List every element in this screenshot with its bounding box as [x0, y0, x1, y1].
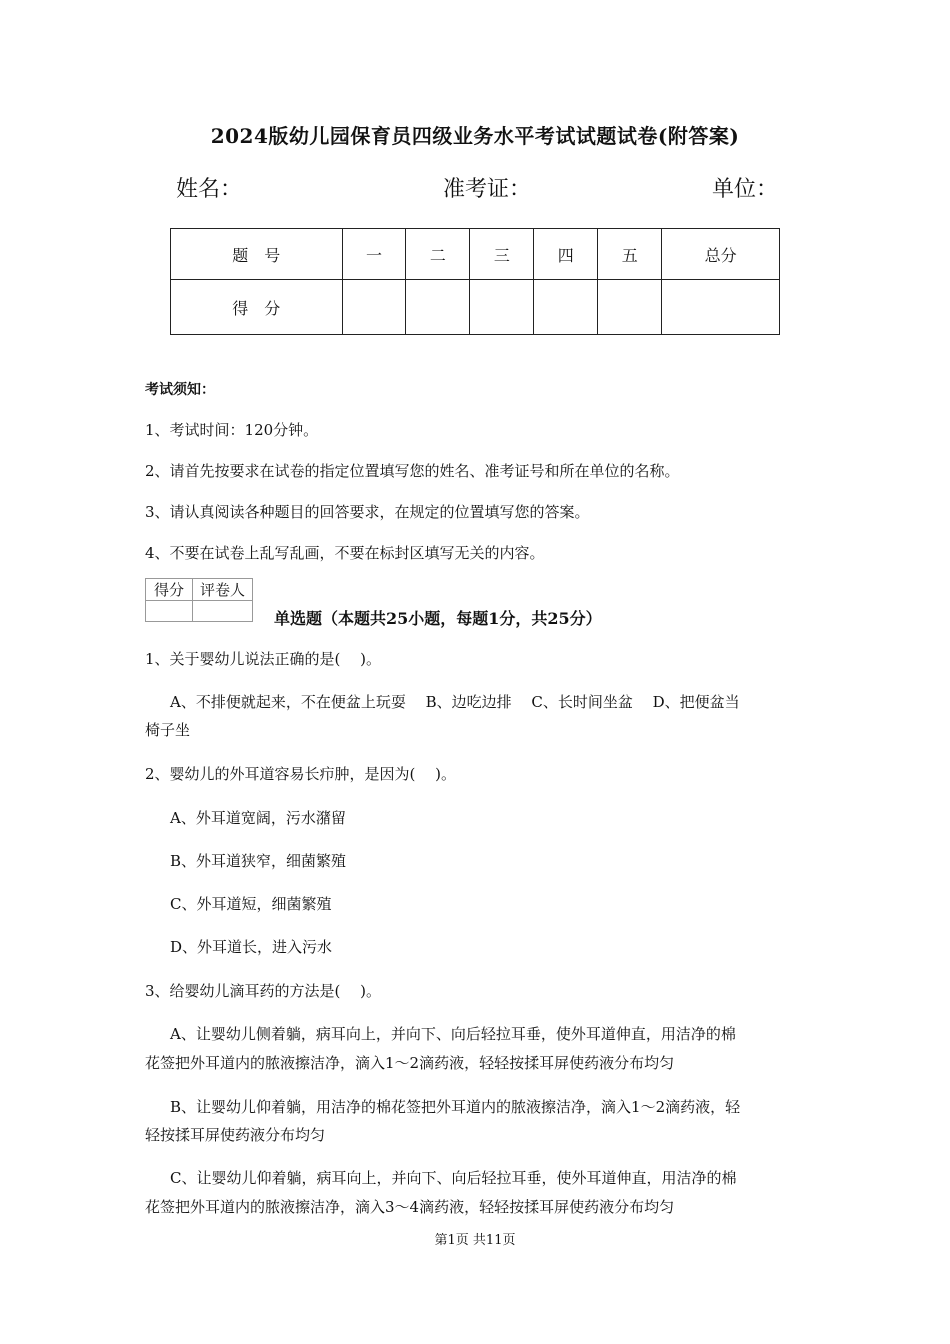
question-3-option-c: C、让婴幼儿仰着躺，病耳向上，并向下、向后轻拉耳垂，使外耳道伸直，用洁净的棉: [170, 1169, 737, 1187]
score-table-score-row: [171, 280, 780, 335]
grader-box: [145, 578, 253, 622]
score-row-label: 得 分: [171, 280, 343, 335]
score-cell[interactable]: [598, 280, 662, 335]
question-2-option-b: B、外耳道狭窄，细菌繁殖: [170, 852, 347, 870]
score-cell[interactable]: [342, 280, 406, 335]
score-table-header: 五: [598, 229, 662, 280]
question-3-option-b: B、让婴幼儿仰着躺，用洁净的棉花签把外耳道内的脓液擦洁净，滴入1～2滴药液，轻: [170, 1098, 741, 1116]
name-field-label: 姓名：: [176, 177, 243, 202]
question-2-option-c: C、外耳道短，细菌繁殖: [170, 895, 332, 913]
score-table: [170, 228, 780, 335]
unit-field-label: 单位：: [712, 177, 779, 202]
page-title: 2024版幼儿园保育员四级业务水平考试试题试卷(附答案): [210, 124, 740, 148]
grader-score-cell[interactable]: [146, 601, 193, 622]
notice-item: 3、请认真阅读各种题目的回答要求，在规定的位置填写您的答案。: [145, 503, 590, 521]
score-cell[interactable]: [662, 280, 780, 335]
question-2-option-d: D、外耳道长，进入污水: [170, 938, 333, 956]
question-3-option-c-wrap: 花签把外耳道内的脓液擦洁净，滴入3～4滴药液，轻轻按揉耳屏使药液分布均匀: [145, 1198, 675, 1216]
notice-item: 4、不要在试卷上乱写乱画，不要在标封区填写无关的内容。: [145, 544, 545, 562]
grader-name-label: 评卷人: [193, 579, 253, 601]
score-table-header: 二: [406, 229, 470, 280]
question-1-options: A、不排便就起来，不在便盆上玩耍 B、边吃边排 C、长时间坐盆 D、把便盆当: [170, 693, 740, 711]
question-3-option-a-wrap: 花签把外耳道内的脓液擦洁净，滴入1～2滴药液，轻轻按揉耳屏使药液分布均匀: [145, 1054, 675, 1072]
score-cell[interactable]: [534, 280, 598, 335]
notice-item: 2、请首先按要求在试卷的指定位置填写您的姓名、准考证号和所在单位的名称。: [145, 462, 680, 480]
question-3-option-b-wrap: 轻按揉耳屏使药液分布均匀: [145, 1126, 326, 1144]
score-table-header: 一: [342, 229, 406, 280]
score-table-header-row: [171, 229, 780, 280]
grader-name-cell[interactable]: [193, 601, 253, 622]
score-table-header: 三: [470, 229, 534, 280]
exam-id-field-label: 准考证：: [443, 177, 532, 202]
score-table-header: 四: [534, 229, 598, 280]
score-cell[interactable]: [470, 280, 534, 335]
question-2-option-a: A、外耳道宽阔，污水潴留: [170, 809, 346, 827]
page-footer: 第1页 共11页: [434, 1233, 516, 1248]
score-cell[interactable]: [406, 280, 470, 335]
section-title: 单选题（本题共25小题，每题1分，共25分）: [274, 609, 602, 628]
question-2: 2、婴幼儿的外耳道容易长疖肿，是因为( )。: [145, 765, 457, 783]
score-table-header: 题 号: [171, 229, 343, 280]
notice-item: 1、考试时间：120分钟。: [145, 421, 319, 439]
question-1: 1、关于婴幼儿说法正确的是( )。: [145, 650, 382, 668]
score-table-header: 总分: [662, 229, 780, 280]
question-3: 3、给婴幼儿滴耳药的方法是( )。: [145, 982, 382, 1000]
question-1-options-wrap: 椅子坐: [145, 721, 191, 739]
grader-score-label: 得分: [146, 579, 193, 601]
question-3-option-a: A、让婴幼儿侧着躺，病耳向上，并向下、向后轻拉耳垂，使外耳道伸直，用洁净的棉: [170, 1025, 736, 1043]
notice-heading: 考试须知：: [145, 382, 215, 398]
